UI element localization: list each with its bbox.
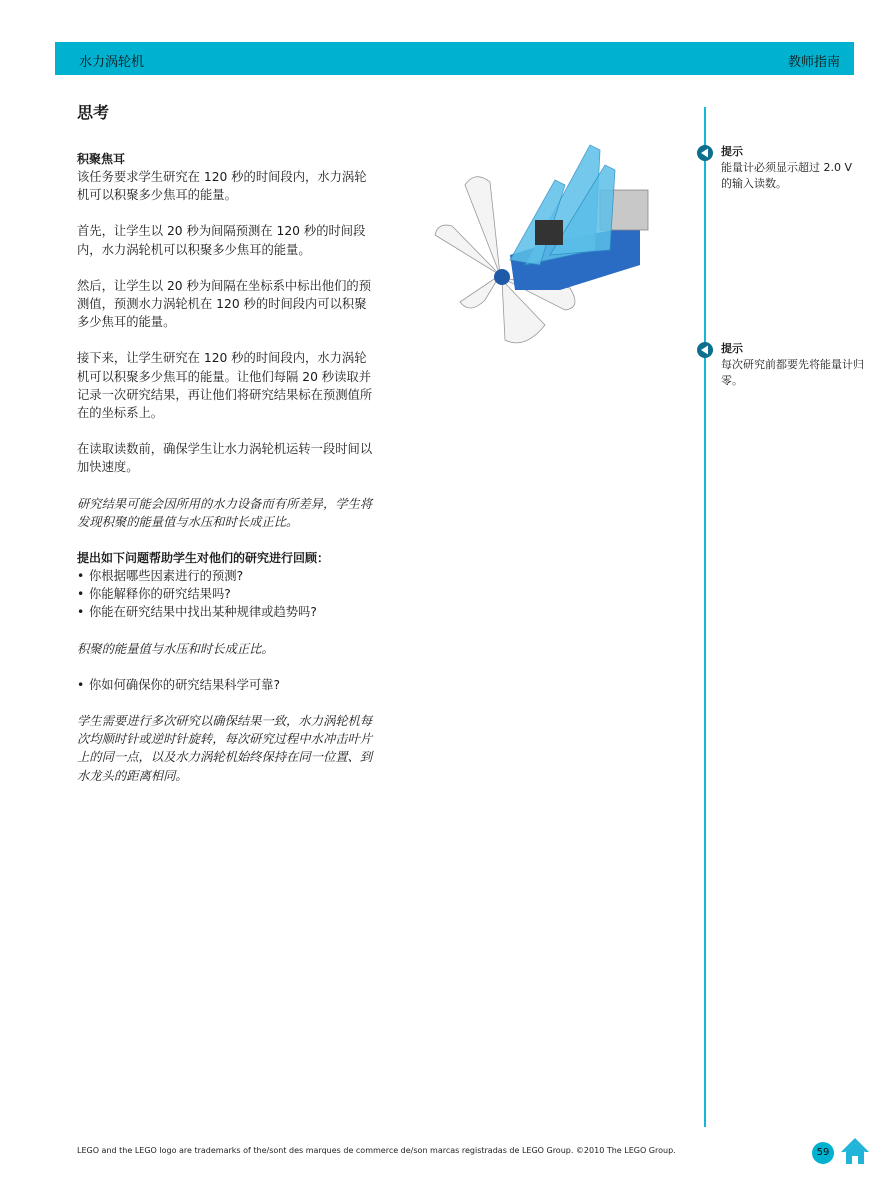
tip-label: 提示 [721,145,743,158]
questions-list [77,567,377,622]
main-content [77,102,377,785]
tip-label: 提示 [721,342,743,355]
list-item: • 你根据哪些因素进行的预测? [77,567,377,585]
tip-text: 能量计必须显示超过 2.0 V 的输入读数。 [721,161,853,190]
home-icon[interactable] [840,1137,870,1165]
section-title: 思考 [77,103,110,122]
questions-list-2 [77,676,377,694]
sidebar-divider [704,107,706,1127]
legal-notice: LEGO and the LEGO logo are trademarks of the/sont des marques de commerce de/son marcas registradas de LEGO Group. ©2010 The LEGO Group. [77,1146,676,1155]
paragraph: 在读取读数前，确保学生让水力涡轮机运转一段时间以加快速度。 [77,442,373,475]
paragraph: 接下来，让学生研究在 120 秒的时间段内，水力涡轮机可以积聚多少焦耳的能量。让他们每隔 20 秒读取并记录一次研究结果，再让他们将研究结果标在预测值所在的坐标系上。 [77,351,373,421]
tip-arrow-icon [697,342,713,358]
list-item: • 你如何确保你的研究结果科学可靠? [77,676,377,694]
subsection-title: 积聚焦耳 [77,152,126,166]
list-item: • 你能在研究结果中找出某种规律或趋势吗? [77,603,377,621]
tip-arrow-icon [697,145,713,161]
water-turbine-model-illustration [430,140,670,345]
paragraph: 然后，让学生以 20 秒为间隔在坐标系中标出他们的预测值，预测水力涡轮机在 120 秒的时间段内可以积聚多少焦耳的能量。 [77,278,371,330]
questions-heading: 提出如下问题帮助学生对他们的研究进行回顾： [77,551,330,566]
tip-text: 每次研究前都要先将能量计归零。 [721,358,864,387]
page-header [55,42,854,75]
italic-note: 学生需要进行多次研究以确保结果一致，水力涡轮机每次均顺时针或逆时针旋转，每次研究过程中水冲击叶片上的同一点，以及水力涡轮机始终保持在同一位置、到水龙头的距离相同。 [77,714,373,783]
list-item: • 你能解释你的研究结果吗? [77,585,377,603]
chapter-title: 水力涡轮机 [79,55,145,70]
italic-note: 积聚的能量值与水压和时长成正比。 [77,641,274,656]
paragraph: 该任务要求学生研究在 120 秒的时间段内，水力涡轮机可以积聚多少焦耳的能量。 [77,170,367,203]
paragraph: 首先，让学生以 20 秒为间隔预测在 120 秒的时间段内，水力涡轮机可以积聚多少焦耳的能量。 [77,224,366,257]
italic-note: 研究结果可能会因所用的水力设备而有所差异，学生将发现积聚的能量值与水压和时长成正比。 [77,496,373,529]
guide-title: 教师指南 [787,55,840,70]
page-number: 59 [812,1142,834,1164]
